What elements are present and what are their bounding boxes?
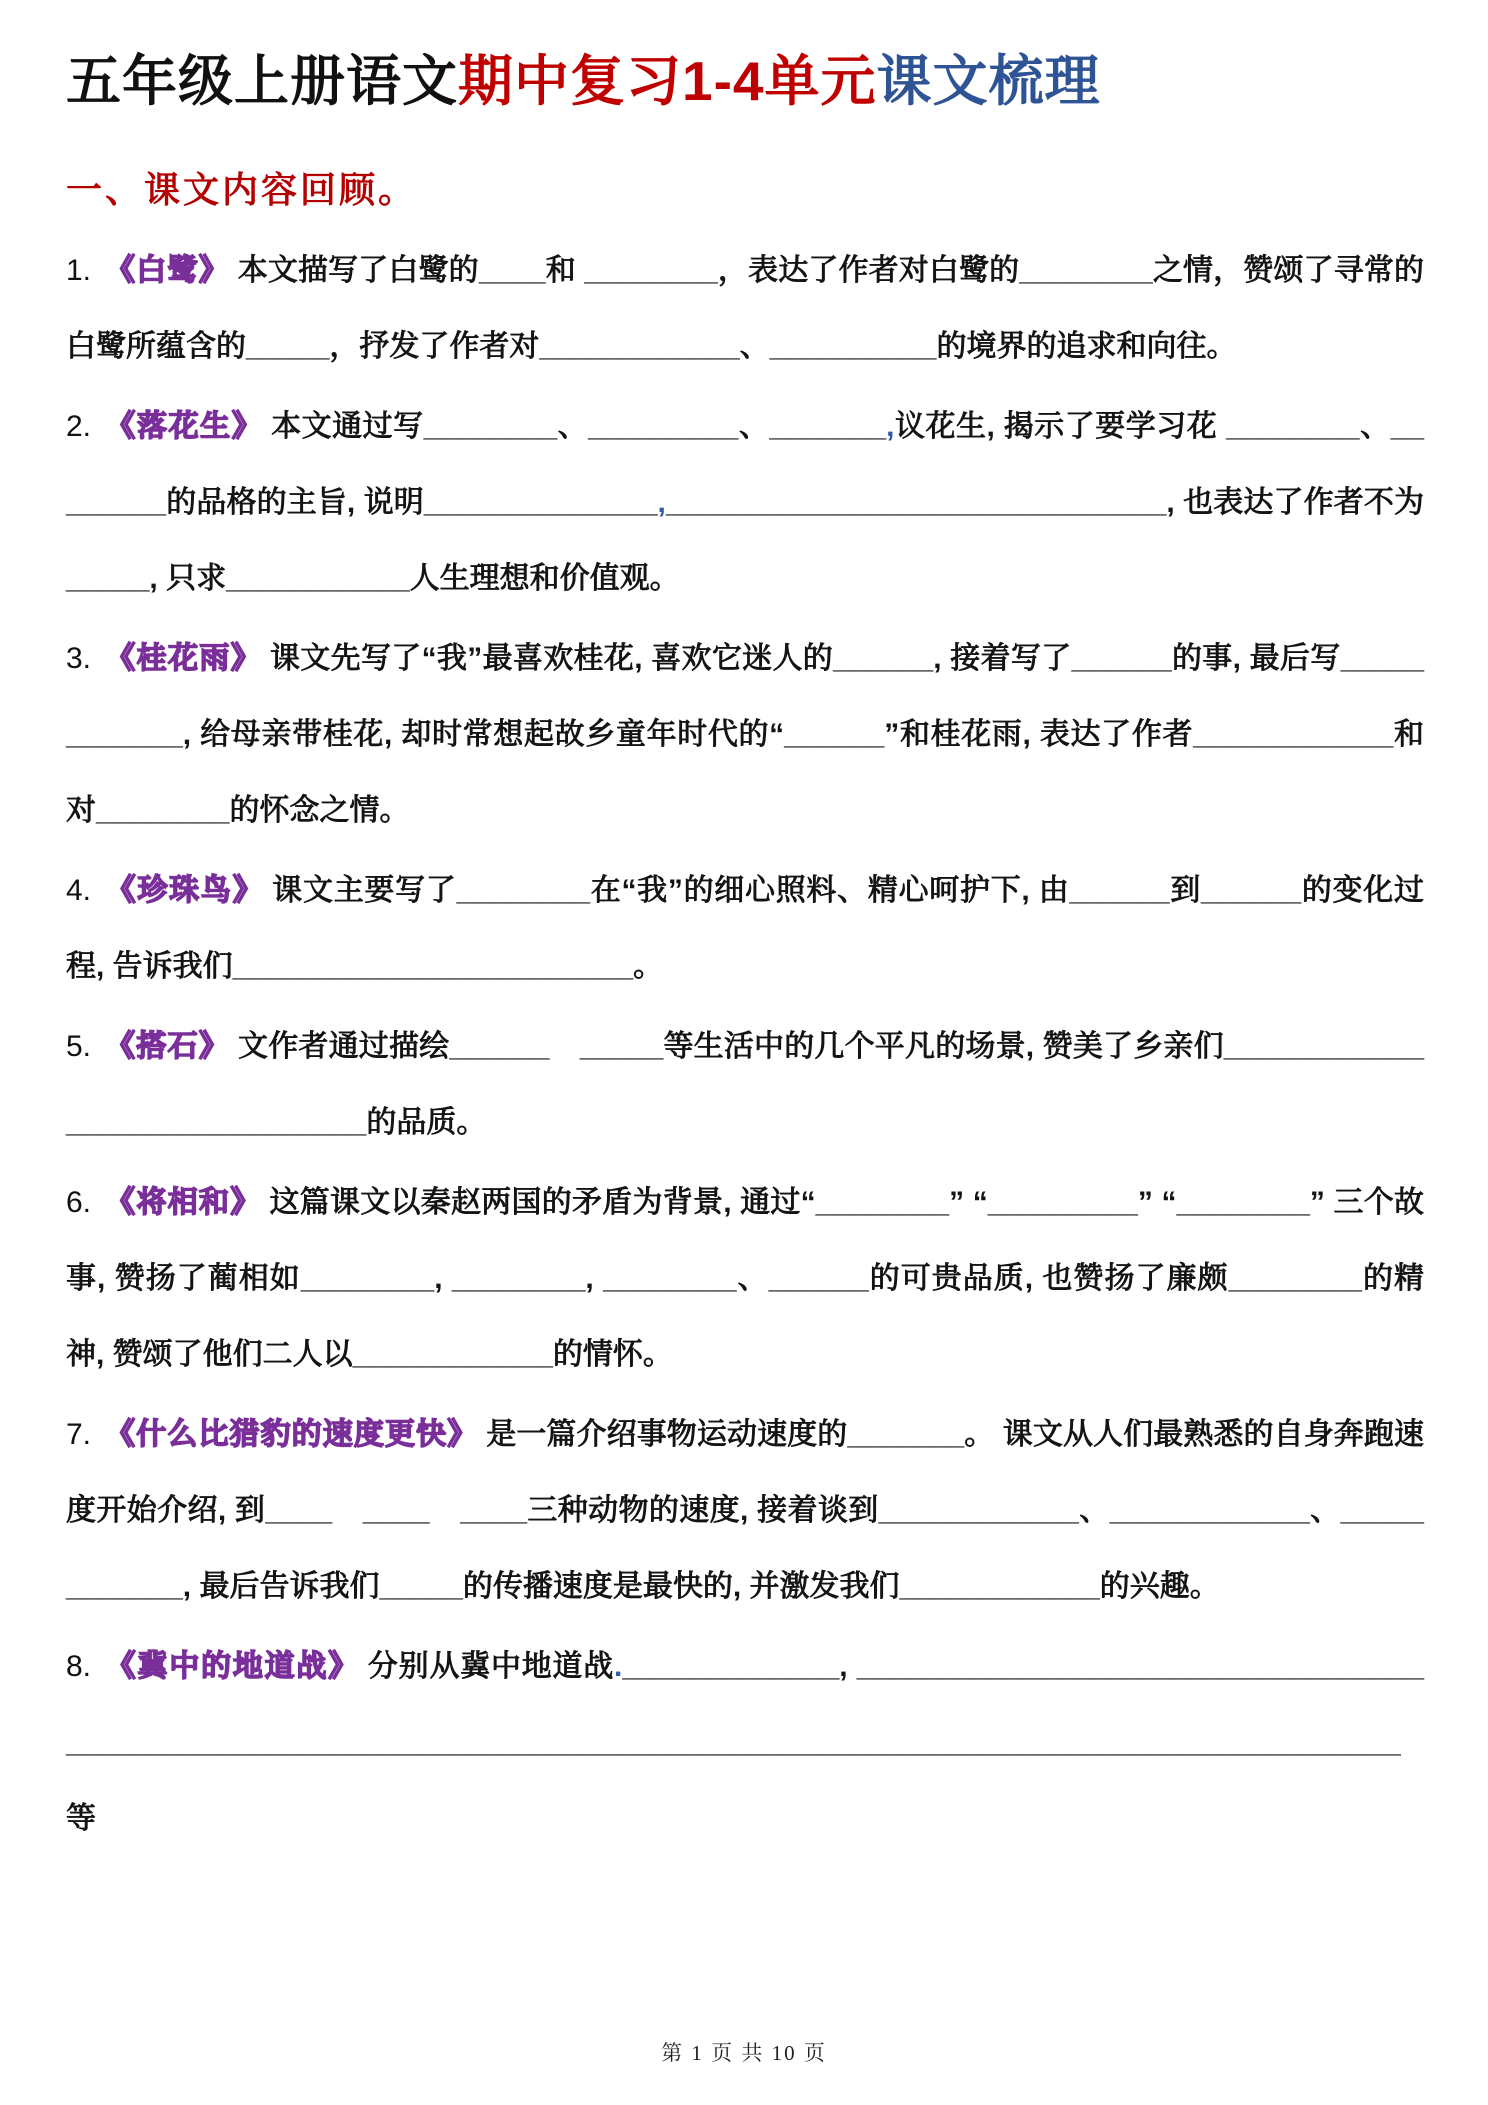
- item-text-run: 课文先写了“我”最喜欢桂花, 喜欢它迷人的______, 接着写了______的事, 最后写____________, 给母亲带桂花, 却时常想起故乡童年时代的“______”和桂花雨, 表达了作者____________和对________的怀念之情。: [66, 641, 1424, 827]
- title-part-blue: 课文梳理: [876, 50, 1101, 112]
- item-text-run: ,: [886, 409, 895, 443]
- book-title: 《搭石》: [105, 1029, 230, 1063]
- review-item: [66, 1165, 1424, 1393]
- review-item: [66, 621, 1424, 849]
- item-number: 6.: [66, 1185, 92, 1219]
- item-text-run: 文作者通过描绘______ _____等生活中的几个平凡的场景, 赞美了乡亲们______________________________的品质。: [66, 1029, 1424, 1139]
- page-footer: 第 1 页 共 10 页: [661, 2041, 827, 2065]
- review-item: [66, 1629, 1424, 1857]
- item-number: 7.: [66, 1417, 92, 1451]
- section-heading: 一、课文内容回顾。: [66, 169, 418, 210]
- book-title: 《白鹭》: [105, 253, 230, 287]
- item-text-run: 课文主要写了________在“我”的细心照料、精心呵护下, 由______到______的变化过程, 告诉我们________________________。: [66, 873, 1424, 983]
- title-part-red: 期中复习1-4单元: [458, 50, 877, 112]
- item-number: 4.: [66, 873, 92, 907]
- item-number: 2.: [66, 409, 92, 443]
- review-item: [66, 853, 1424, 1005]
- item-text-run: 议花生, 揭示了要学习花 ________、________的品格的主旨, 说明______________: [66, 409, 1424, 519]
- title-part-black: 五年级上册语文: [66, 50, 459, 112]
- book-title: 《落花生》: [105, 409, 264, 443]
- item-text-run: _____________, __________________________________________________________________________________________________________________等: [66, 1649, 1425, 1835]
- book-title: 《什么比猎豹的速度更快》: [105, 1417, 479, 1451]
- review-item: [66, 389, 1424, 617]
- book-title: 《将相和》: [105, 1185, 262, 1219]
- item-text-run: 本文描写了白鹭的____和 ________，表达了作者对白鹭的________之情，赞颂了寻常的白鹭所蕴含的_____，抒发了作者对____________、__________的境界的追求和向往。: [66, 253, 1424, 363]
- book-title: 《冀中的地道战》: [105, 1649, 360, 1683]
- book-title: 《珍珠鸟》: [105, 873, 265, 907]
- item-text-run: 分别从冀中地道战: [367, 1649, 615, 1683]
- review-item: [66, 1397, 1424, 1625]
- item-text-run: 这篇课文以秦赵两国的矛盾为背景, 通过“________” “_________” “________” 三个故事, 赞扬了蔺相如________, ________, ________、______的可贵品质, 也赞扬了廉颇________的精神, 赞颂了他们二人以____________的情怀。: [66, 1185, 1424, 1371]
- item-number: 5.: [66, 1029, 92, 1063]
- item-text-run: 是一篇介绍事物运动速度的_______。 课文从人们最熟悉的自身奔跑速度开始介绍, 到____ ____ ____三种动物的速度, 接着谈到____________、____________、____________, 最后告诉我们_____的传播速度是最快的, 并激发我们____________的兴趣。: [66, 1417, 1424, 1603]
- item-number: 3.: [66, 641, 92, 675]
- item-text-run: ,: [657, 485, 666, 519]
- item-text-run: 本文通过写________、_________、_______: [271, 409, 887, 443]
- item-text-run: ______________________________, 也表达了作者不为_____, 只求___________人生理想和价值观。: [66, 485, 1424, 595]
- review-list: [66, 233, 1424, 1857]
- page-title: [66, 46, 1424, 118]
- item-text-run: .: [614, 1649, 623, 1683]
- review-item: [66, 1009, 1424, 1161]
- review-item: [66, 233, 1424, 385]
- item-number: 1.: [66, 253, 92, 287]
- book-title: 《桂花雨》: [105, 641, 262, 675]
- item-number: 8.: [66, 1649, 92, 1683]
